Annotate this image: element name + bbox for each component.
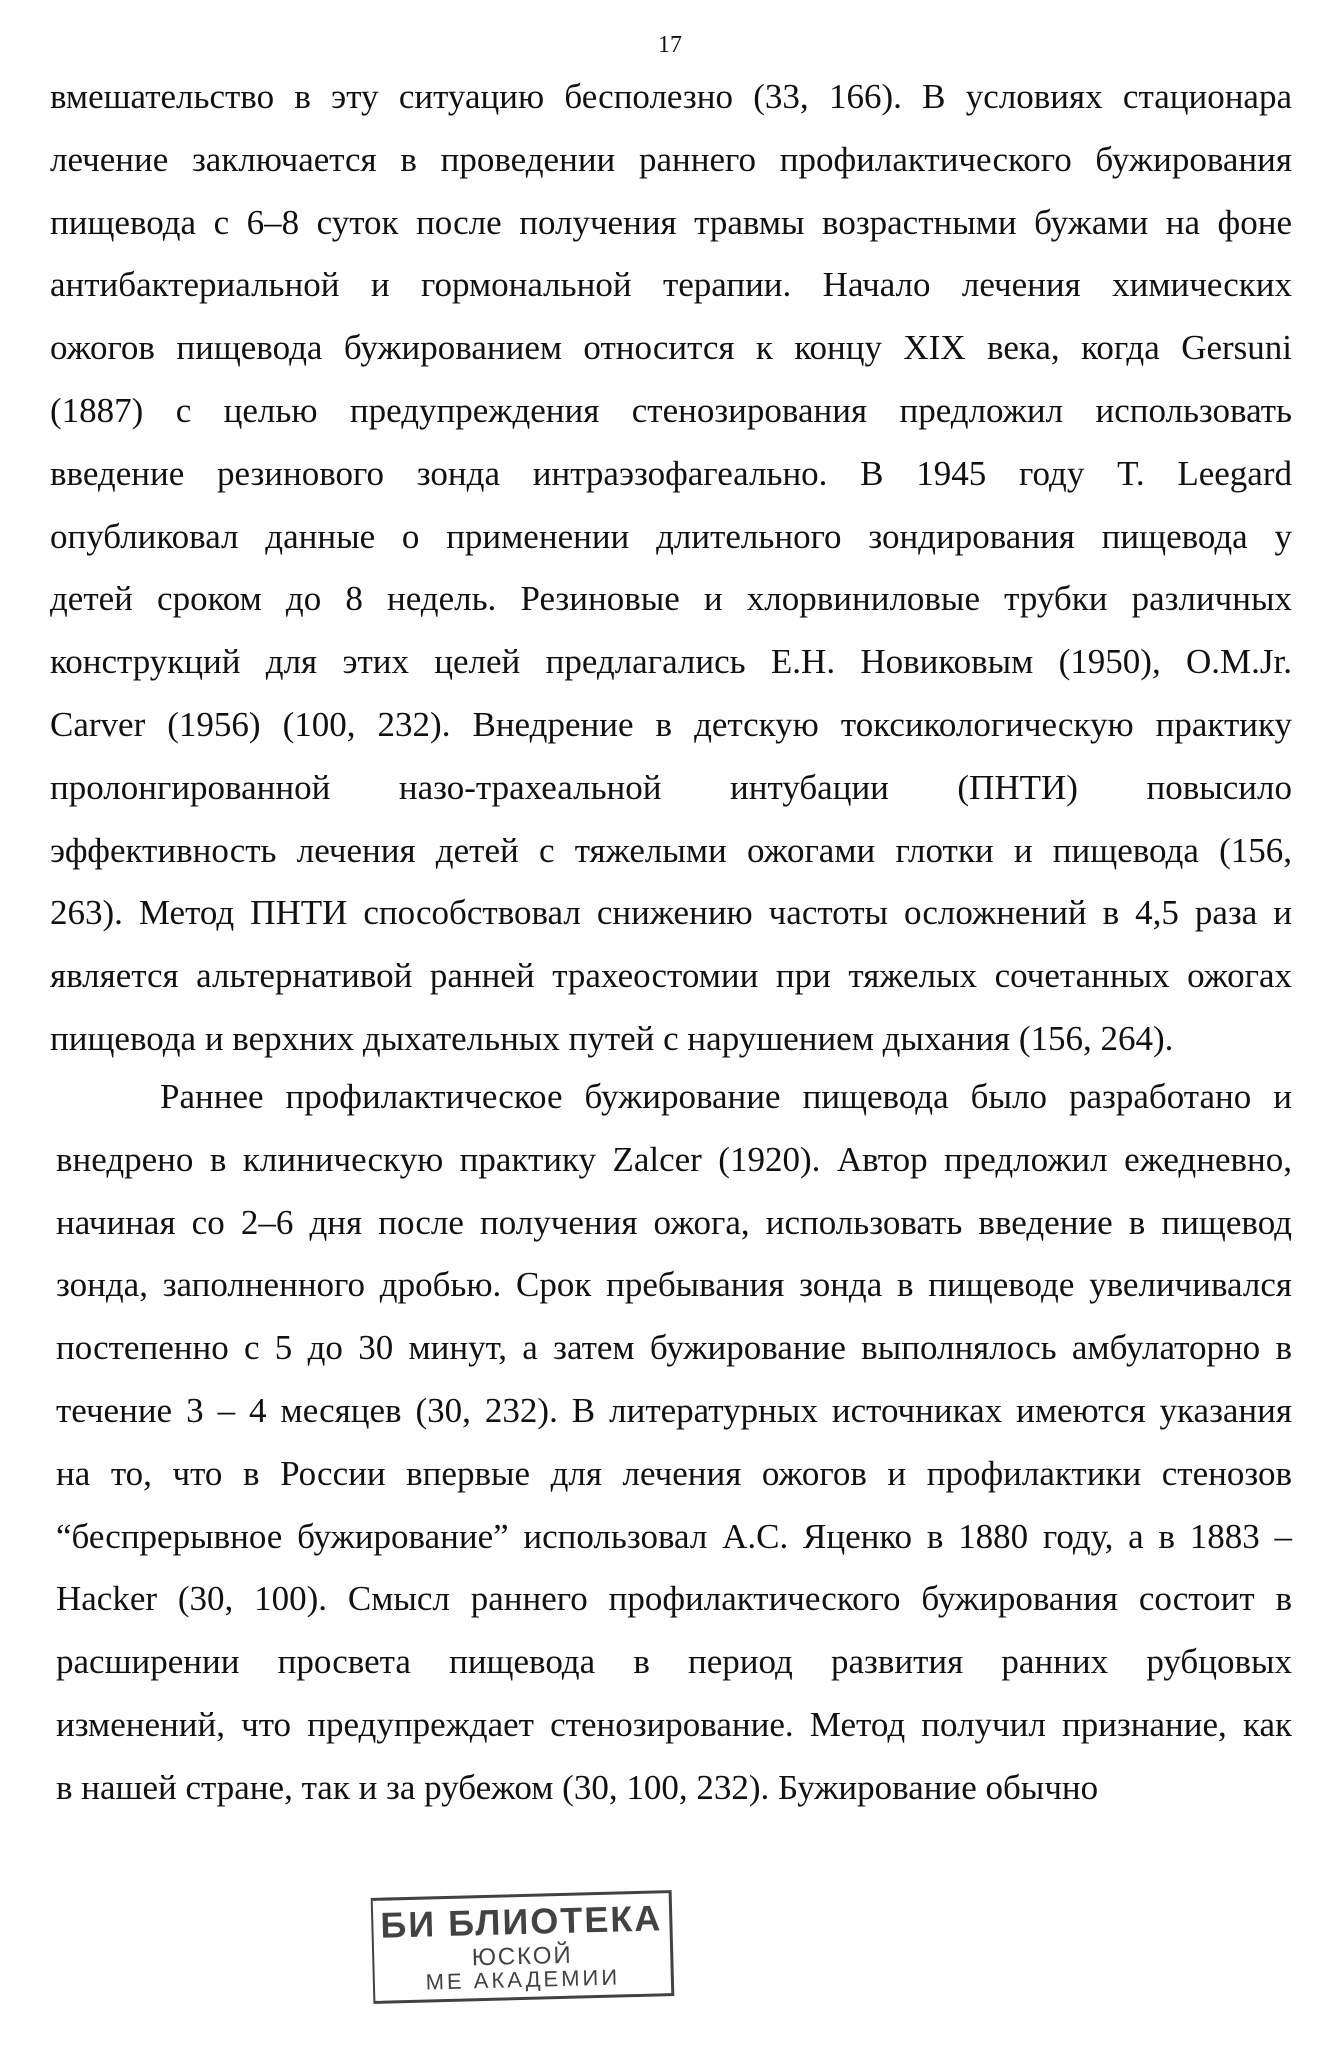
text-line: внедрено в клиническую практику Zalcer (1920). Автор предложил ежедневно, [56,1139,1292,1179]
text-line: Hacker (30, 100). Смысл раннего профилактического бужирования состоит в [56,1579,1292,1619]
text-line: (1887) с целью предупреждения стенозирования предложил использовать [50,390,1292,430]
text-line: лечение заключается в проведении раннего профилактического бужирования [50,139,1292,179]
text-line: зонда, заполненного дробью. Срок пребывания зонда в пищеводе увеличивался [56,1265,1292,1305]
text-line: вмешательство в эту ситуацию бесполезно (33, 166). В условиях стационара [50,77,1292,116]
text-line: Раннее профилактическое бужирование пищевода было разработано и [160,1077,1292,1116]
text-line: в нашей стране, так и за рубежом (30, 100, 232). Бужирование обычно [56,1767,1099,1807]
text-line: является альтернативой ранней трахеостомии при тяжелых сочетанных ожогах [50,956,1292,996]
text-line: начиная со 2–6 дня после получения ожога, использовать введение в пищевод [56,1202,1292,1242]
text-line: “беспрерывное бужирование” использовал А.С. Яценко в 1880 году, а в 1883 – [56,1516,1292,1556]
text-line: эффективность лечения детей с тяжелыми ожогами глотки и пищевода (156, [50,830,1292,870]
text-line: на то, что в России впервые для лечения ожогов и профилактики стенозов [56,1453,1292,1493]
text-line: антибактериальной и гормональной терапии. Начало лечения химических [50,265,1292,305]
text-line: ожогов пищевода бужированием относится к концу XIX века, когда Gersuni [50,328,1292,368]
text-line: детей сроком до 8 недель. Резиновые и хлорвиниловые трубки различных [50,579,1292,619]
text-line: введение резинового зонда интраэзофагеально. В 1945 году T. Leegard [50,453,1292,493]
text-line: Carver (1956) (100, 232). Внедрение в детскую токсикологическую практику [50,704,1292,744]
text-line: опубликовал данные о применении длительного зондирования пищевода у [50,516,1292,556]
stamp-line-3: МЕ АКАДЕМИИ [425,1964,621,1995]
text-line: 263). Метод ПНТИ способствовал снижению частоты осложнений в 4,5 раза и [50,893,1292,933]
page-number: 17 [658,32,682,58]
paragraph-2 [56,1066,1292,1820]
stamp-line-1: БИ БЛИОТЕКА [379,1897,663,1946]
text-line: расширении просвета пищевода в период развития ранних рубцовых [56,1642,1292,1682]
paragraph-1 [50,66,1292,1071]
text-line: течение 3 – 4 месяцев (30, 232). В литературных источниках имеются указания [56,1390,1292,1430]
text-line: пролонгированной назо-трахеальной интубации (ПНТИ) повысило [50,767,1292,807]
text-line: пищевода с 6–8 суток после получения травмы возрастными бужами на фоне [50,202,1292,242]
text-line: пищевода и верхних дыхательных путей с нарушением дыхания (156, 264). [50,1018,1174,1058]
stamp-line-2: ЮСКОЙ [471,1941,574,1972]
text-line: конструкций для этих целей предлагались Е.Н. Новиковым (1950), O.M.Jr. [50,642,1292,682]
text-line: постепенно с 5 до 30 минут, а затем бужирование выполнялось амбулаторно в [56,1328,1292,1368]
text-line: изменений, что предупреждает стенозирование. Метод получил признание, как [56,1704,1292,1744]
library-stamp [371,1890,675,2004]
